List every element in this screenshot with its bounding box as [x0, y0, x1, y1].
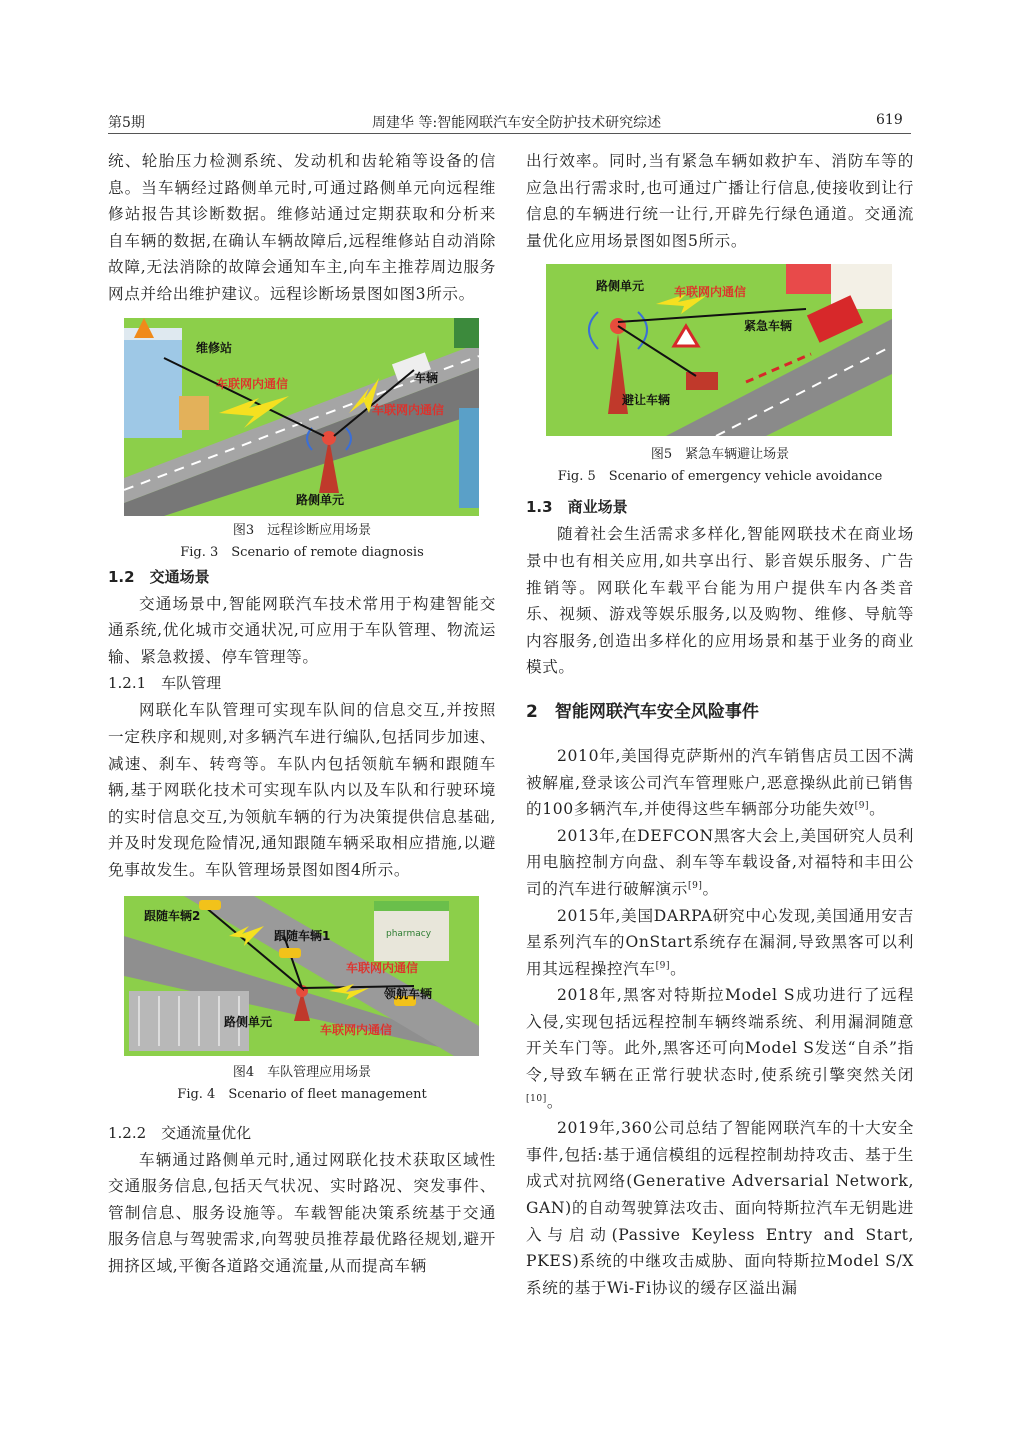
figure-3-image	[124, 318, 479, 516]
text-2010: 2010年,美国得克萨斯州的汽车销售店员工因不满被解雇,登录该公司汽车管理账户,恶意操纵此前已销售的100多辆汽车,并使得这些车辆部分功能失效	[526, 746, 914, 819]
header-rule	[108, 133, 911, 134]
fig5-label-rsu: 路侧单元	[596, 279, 645, 294]
heading-1-2-1: 1.2.1 车队管理	[108, 674, 222, 693]
paragraph-2018	[526, 982, 914, 1115]
figure-5-image	[546, 264, 892, 436]
figure-4-image	[124, 896, 479, 1056]
fig3-label-rsu: 路侧单元	[296, 492, 345, 507]
figure-5-caption-en: Fig. 5 Scenario of emergency vehicle avoidance	[557, 469, 883, 485]
running-title: 周建华 等:智能网联汽车安全防护技术研究综述	[372, 115, 662, 131]
paragraph-fleet: 网联化车队管理可实现车队间的信息交互,并按照一定秩序和规则,对多辆汽车进行编队,包括同步加速、减速、刹车、转弯等。车队内包括领航车辆和跟随车辆,基于网联化技术可实现车队内以及车队和行驶环境的实时信息交互,为领航车辆的行为决策提供信息基础,并及时发现危险情况,通知跟随车辆采取相应措施,以避免事故发生。车队管理场景图如图4所示。	[108, 701, 496, 879]
paragraph-2013	[526, 823, 914, 903]
fig4-label-link2: 车联网内通信	[320, 1022, 393, 1037]
paragraph-flow-optimization: 车辆通过路侧单元时,通过网联化技术获取区域性交通服务信息,包括天气状况、实时路况、突发事件、管制信息、服务设施等。车载智能决策系统基于交通服务信息与驾驶需求,向驾驶员推荐最优路径规划,避开拥挤区域,平衡各道路交通流量,从而提高车辆	[108, 1150, 496, 1275]
paragraph-2015	[526, 903, 914, 983]
journal-issue: 第5期	[108, 115, 145, 131]
fig5-label-link: 车联网内通信	[674, 285, 747, 300]
figure-4-caption-cn: 图4 车队管理应用场景	[232, 1064, 372, 1080]
fig3-label-vehicle: 车辆	[414, 370, 439, 385]
heading-1-3: 1.3 商业场景	[526, 498, 628, 517]
section-2-heading: 2 智能网联汽车安全风险事件	[526, 701, 759, 722]
page-number: 619	[876, 112, 903, 128]
figure-5-caption-cn: 图5 紧急车辆避让场景	[650, 447, 790, 463]
figure-3-caption-en: Fig. 3 Scenario of remote diagnosis	[180, 544, 424, 560]
citation-9b: [9]	[687, 880, 703, 891]
paragraph-2010	[526, 743, 914, 823]
fig4-label-f1: 跟随车辆1	[274, 928, 331, 943]
paragraph-efficiency: 出行效率。同时,当有紧急车辆如救护车、消防车等的应急出行需求时,也可通过广播让行信息,使接收到让行信息的车辆进行统一让行,开辟先行绿色通道。交通流量优化应用场景图如图5所示。	[526, 152, 914, 250]
figure-4-caption-en: Fig. 4 Scenario of fleet management	[177, 1086, 427, 1102]
fig4-pharmacy-sign: pharmacy	[386, 928, 432, 939]
paragraph-business: 随着社会生活需求多样化,智能网联技术在商业场景中也有相关应用,如共享出行、影音娱乐服务、广告推销等。网联化车载平台能为用户提供车内各类音乐、视频、游戏等娱乐服务,以及购物、维修、导航等内容服务,创造出多样化的应用场景和基于业务的商业模式。	[526, 525, 914, 677]
text-2018: 2018年,黑客对特斯拉Model S成功进行了远程入侵,实现包括远程控制车辆终端系统、利用漏洞随意开关车门等。此外,黑客还可向Model S发送“自杀”指令,导致车辆在正常行驶状态时,使系统引擎突然关闭	[526, 986, 914, 1085]
text-2018-end: 。	[546, 1092, 564, 1111]
text-2013-end: 。	[702, 879, 719, 898]
fig4-label-link1: 车联网内通信	[346, 960, 419, 975]
figure-3-caption-cn: 图3 远程诊断应用场景	[232, 522, 372, 538]
fig3-label-station: 维修站	[196, 340, 233, 355]
heading-1-2-2: 1.2.2 交通流量优化	[108, 1123, 252, 1142]
figure-4	[108, 896, 496, 1106]
figure-5	[526, 264, 914, 488]
fig3-label-link2: 车联网内通信	[372, 402, 445, 417]
fig4-label-f2: 跟随车辆2	[144, 908, 201, 923]
citation-9a: [9]	[854, 800, 870, 811]
fig4-label-lead: 领航车辆	[384, 986, 433, 1001]
fig5-label-emergency: 紧急车辆	[744, 319, 793, 334]
heading-1-2: 1.2 交通场景	[108, 567, 210, 586]
left-column	[108, 148, 496, 1279]
fig4-label-rsu: 路侧单元	[224, 1014, 273, 1029]
citation-9c: [9]	[655, 960, 671, 971]
text-2015: 2015年,美国DARPA研究中心发现,美国通用安吉星系列汽车的OnStart系统存在漏洞,导致黑客可以利用其远程操控汽车	[526, 906, 914, 978]
fig3-label-link1: 车联网内通信	[216, 376, 289, 391]
text-2015-end: 。	[670, 959, 687, 978]
paragraph-remote-diagnosis: 统、轮胎压力检测系统、发动机和齿轮箱等设备的信息。当车辆经过路侧单元时,可通过路侧单元向远程维修站报告其诊断数据。维修站通过定期获取和分析来自车辆的数据,在确认车辆故障后,远程维修站自动消除故障,无法消除的故障会通知车主,向车主推荐周边服务网点并给出维护建议。远程诊断场景图如图3所示。	[108, 152, 496, 303]
citation-10: [10]	[526, 1093, 547, 1104]
text-2013: 2013年,在DEFCON黑客大会上,美国研究人员利用电脑控制方向盘、刹车等车载设备,对福特和丰田公司的汽车进行破解演示	[526, 826, 914, 898]
text-2010-end: 。	[869, 800, 886, 819]
right-column	[526, 148, 914, 1301]
fig5-label-yield: 避让车辆	[622, 393, 671, 408]
paragraph-traffic: 交通场景中,智能网联汽车技术常用于构建智能交通系统,优化城市交通状况,可应用于车队管理、物流运输、紧急救援、停车管理等。	[108, 594, 496, 666]
paragraph-2019: 2019年,360公司总结了智能网联汽车的十大安全事件,包括:基于通信模组的远程控制劫持攻击、基于生成式对抗网络(Generative Adversarial Network, GAN)的自动驾驶算法攻击、面向特斯拉汽车无钥匙进入与启动(Passive Keyless Entry and Start, PKES)系统的中继攻击威胁、面向特斯拉Model S/X系统的基于Wi-Fi协议的缓存区溢出漏	[526, 1119, 914, 1297]
figure-3	[108, 318, 496, 564]
